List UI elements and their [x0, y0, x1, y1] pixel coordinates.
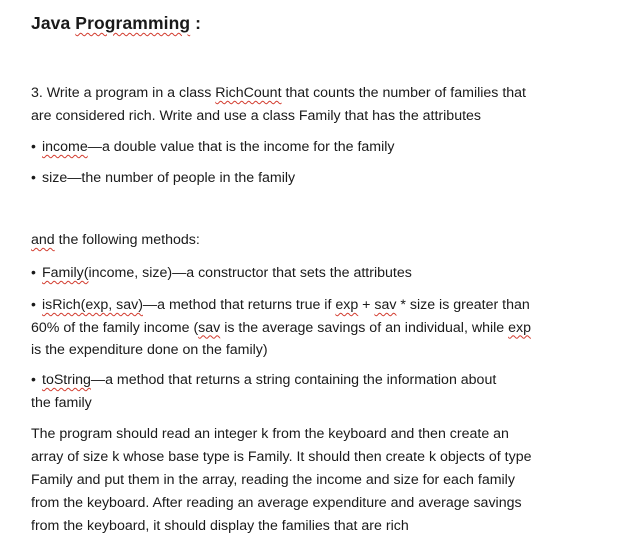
attribute-size	[31, 166, 591, 190]
problem-line-1	[31, 82, 591, 105]
bullet-icon: •	[31, 138, 36, 154]
method-line	[31, 317, 591, 340]
program-description	[31, 423, 591, 538]
method-description: —a method that returns a string containing the information about	[90, 372, 497, 388]
problem-statement	[31, 82, 591, 127]
method-name: Family(	[42, 265, 89, 281]
method-description: income, size)—a constructor that sets the attributes	[88, 265, 412, 281]
method-family	[31, 261, 591, 285]
title-suffix: :	[190, 13, 202, 33]
attribute-description: size—the number of people in the family	[42, 170, 296, 186]
class-name-richcount: RichCount	[215, 85, 282, 101]
method-description: —a method that returns true if	[142, 297, 336, 313]
program-description-line: from the keyboard, it should display the families that are rich	[31, 518, 409, 534]
program-description-line: array of size k whose base type is Family. It should then create k objects of type	[31, 449, 532, 465]
method-line: the family	[31, 394, 92, 411]
variable-sav: sav	[374, 297, 397, 313]
attribute-description: —a double value that is the income for the family	[87, 139, 395, 155]
method-line: is the expenditure done on the family)	[31, 342, 268, 358]
problem-text: Write a program in a class	[42, 85, 216, 101]
methods-intro-line	[31, 229, 591, 252]
variable-sav: sav	[198, 319, 221, 336]
method-description: 60% of the family income (	[31, 319, 199, 336]
bullet-icon: •	[31, 169, 36, 185]
method-name: isRich(exp, sav)	[42, 297, 143, 313]
bullet-icon: •	[31, 264, 36, 280]
variable-exp: exp	[508, 319, 531, 336]
method-line	[31, 293, 591, 317]
method-isrich	[31, 293, 591, 362]
bullet-icon: •	[31, 371, 36, 387]
method-description: is the average savings of an individual, while	[220, 319, 509, 336]
document-title	[31, 13, 201, 34]
methods-intro	[31, 229, 591, 252]
attribute-income	[31, 135, 591, 159]
method-description: * size is greater than	[396, 297, 530, 313]
method-description: +	[358, 297, 375, 313]
title-prefix: Java	[31, 13, 76, 33]
problem-text: that counts the number of families that	[281, 85, 526, 101]
variable-exp: exp	[335, 297, 359, 313]
method-tostring	[31, 368, 591, 414]
title-flagged-word: Programming	[75, 13, 191, 33]
program-description-line: The program should read an integer k from the keyboard and then create an	[31, 426, 509, 442]
problem-number: 3.	[31, 85, 43, 101]
attribute-name: income	[42, 139, 88, 155]
problem-line-2: are considered rich. Write and use a class Family that has the attributes	[31, 107, 482, 124]
program-description-line: from the keyboard. After reading an average expenditure and average savings	[31, 495, 522, 511]
bullet-icon: •	[31, 296, 36, 312]
method-line	[31, 368, 591, 392]
method-name: toString	[42, 372, 91, 388]
attribute-line	[31, 166, 591, 190]
methods-intro-flagged: and	[31, 232, 55, 248]
method-line	[31, 261, 591, 285]
attribute-line	[31, 135, 591, 159]
program-description-line: Family and put them in the array, reading the income and size for each family	[31, 472, 515, 488]
methods-intro-text: the following methods:	[54, 232, 200, 248]
